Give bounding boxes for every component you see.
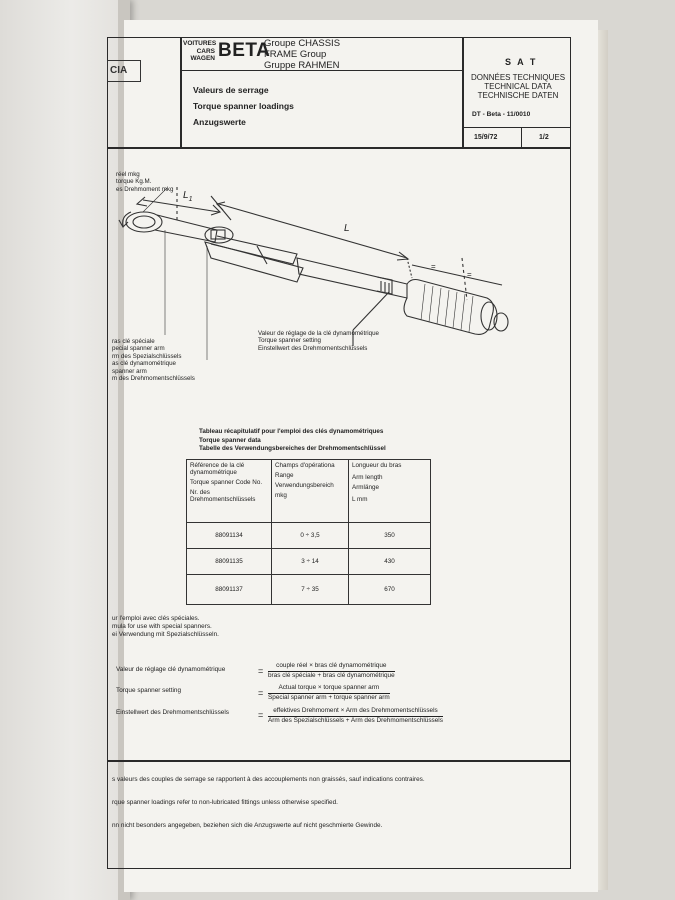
equals-sign-1: = [258,666,264,676]
col1-de: Nr. des Drehmomentschlüssels [190,489,256,503]
title-en: Torque spanner loadings [193,101,294,111]
row1-length: 350 [349,523,431,549]
formula-label-en: Torque spanner setting [116,687,182,694]
header-range [272,460,349,523]
equal-mark-2: = [467,270,472,279]
arm-labels [112,338,195,382]
table-caption-fr: Tableau récapitulatif pour l'emploi des clés dynamométriques [199,428,384,435]
formula-den-de: Arm des Spezialschlüssels + Arm des Drehmomentschlüssels [268,717,443,724]
brand-logo-text: CIA [110,65,128,76]
table-caption-en: Torque spanner data [199,436,261,444]
square-drive-ring [205,227,233,243]
l-end-dash [407,258,412,278]
wrench-tube [297,258,407,298]
formula-den-fr: bras clé spéciale + bras clé dynamométrique [268,672,395,679]
formula-intro-de: ei Verwendung mit Spezialschlüsseln. [112,631,219,638]
vehicle-type-de: WAGEN [190,55,215,62]
col2-de: Verwendungsbereich [275,482,334,489]
formula-intro-fr: ur l'emploi avec clés spéciales. [112,615,200,622]
arm-label-4: as clé dynamométrique [112,360,176,368]
col1-en: Torque spanner Code No. [190,479,263,486]
table-caption-de: Tabelle des Verwendungsbereiches der Drehmomentschlüssel [199,445,386,452]
formula-num-en: Actual torque × torque spanner arm [268,684,390,694]
equals-sign-3: = [258,710,264,720]
formula-label-fr: Valeur de réglage clé dynamométrique [116,666,226,673]
torque-label-en: torque Kg.M. [116,178,152,186]
arm-label-1: ras clé spéciale [112,338,155,345]
l-dimension-line [219,204,407,258]
setting-label-fr: Valeur de réglage de la clé dynamométrique [258,330,379,337]
col2-en: Range [275,472,294,479]
footnote-en: rque spanner loadings refer to non-lubricated fittings unless otherwise specified. [112,799,338,806]
header-length [349,460,431,523]
formula-fraction-en [268,684,390,702]
col3-unit: L mm [352,496,368,503]
col3-fr: Longueur du bras [352,462,402,469]
col1-fr: Référence de la clé dynamométrique [190,462,245,476]
l1-arrow-right [211,205,220,215]
wrench-fork-slot [257,246,267,264]
row1-code: 88091134 [187,523,272,549]
document-date: 15/9/72 [474,134,498,141]
wrench-fork-lower [205,242,303,282]
col3-en: Arm length [352,474,383,481]
page-number: 1/2 [539,134,549,141]
vehicle-type-en: CARS [196,47,215,55]
ring-spanner-outer [126,212,162,232]
formula-fraction-de [268,707,443,725]
grip-center-line [462,258,467,300]
sat-label: S A T [505,57,538,67]
setting-leader [353,292,389,330]
equal-mark-1: = [431,262,436,271]
equals-sign-2: = [258,688,264,698]
tech-data-fr: DONNÉES TECHNIQUES [470,73,566,82]
header-date-rule [462,127,571,128]
row2-range: 3 ÷ 14 [272,549,349,575]
vehicle-types [183,40,215,63]
row2-length: 430 [349,549,431,575]
arm-label-3: rm des Spezialschlüssels [112,352,182,360]
arm-label-6: m des Drehmomentschlüssels [112,375,195,383]
torque-label-de: es Drehmoment mkg [116,185,174,193]
formula-den-en: Special spanner arm + torque spanner arm [268,694,390,701]
formula-label-de: Einstellwert des Drehmomentschlüssels [116,709,229,716]
rotation-arrow-head [119,220,128,227]
group-names [264,38,340,71]
header-bottom-rule [107,147,571,149]
model-name: BETA [218,40,271,61]
header-code [187,460,272,523]
technical-data-labels [466,73,570,100]
row2-code: 88091135 [187,549,272,575]
ring-spanner-inner [133,216,155,228]
formula-intro [112,615,219,639]
setting-label-de: Einstellwert des Drehmomentschlüssels [258,344,368,352]
col2-fr: Champs d'opérationa [275,462,335,469]
header-divider-left [180,37,182,147]
l1-label [183,190,192,203]
table-row [187,523,431,549]
torque-spanner-table [186,459,431,605]
wrench-fork-upper [211,236,297,264]
vehicle-type-fr: VOITURES [183,40,217,47]
document-reference: DT - Beta - 11/0010 [472,111,531,118]
col3-de: Armlänge [352,484,379,491]
row3-length: 670 [349,575,431,605]
row3-code: 88091137 [187,575,272,605]
formula-intro-en: mula for use with special spanners. [112,623,212,630]
l-label: L [344,223,350,234]
tech-data-en: TECHNICAL DATA [484,82,552,91]
footnote-de: nn nicht besonders angegeben, beziehen sich die Anzugswerte auf nicht geschmierte Gewinde. [112,822,383,829]
table-captions [199,428,386,454]
group-fr: Groupe CHASSIS [264,38,341,49]
row3-range: 7 ÷ 35 [272,575,349,605]
formula-fraction-fr [268,662,395,680]
group-en: FRAME Group [264,49,327,60]
setting-label-en: Torque spanner setting [258,337,321,345]
special-spanner-arm [155,215,217,242]
l1-subscript: 1 [188,196,193,203]
tech-data-de: TECHNISCHE DATEN [477,91,559,100]
footnote-fr: s valeurs des couples de serrage se rapportent à des accouplements non graissés, sauf indications contraires. [112,776,425,783]
header-date-divider [521,127,522,147]
formula-num-de: effektives Drehmoment × Arm des Drehmomentschlüssels [268,707,443,717]
l1-letter: L [183,190,189,201]
footnote-rule [107,760,571,762]
table-header-row [187,460,431,523]
row1-range: 0 ÷ 3,5 [272,523,349,549]
formula-num-fr: couple réel × bras clé dynamométrique [268,662,395,672]
header-divider-right [462,37,464,147]
l1-dimension-line [143,200,219,212]
torque-labels [116,171,173,193]
table-row [187,575,431,605]
torque-label-fr: réel mkg [116,171,140,178]
col2-unit: mkg [275,492,287,499]
group-de: Gruppe RAHMEN [264,60,340,71]
arm-label-5: spanner arm [112,367,147,375]
title-de: Anzugswerte [193,117,246,127]
arm-label-2: pecial spanner arm [112,345,165,353]
title-fr: Valeurs de serrage [193,85,269,95]
knurled-grip [404,280,493,335]
table-row [187,549,431,575]
setting-labels [258,330,379,352]
document-titles [193,82,294,130]
brand-logo [107,60,141,82]
l1-arrow-left [137,197,147,206]
